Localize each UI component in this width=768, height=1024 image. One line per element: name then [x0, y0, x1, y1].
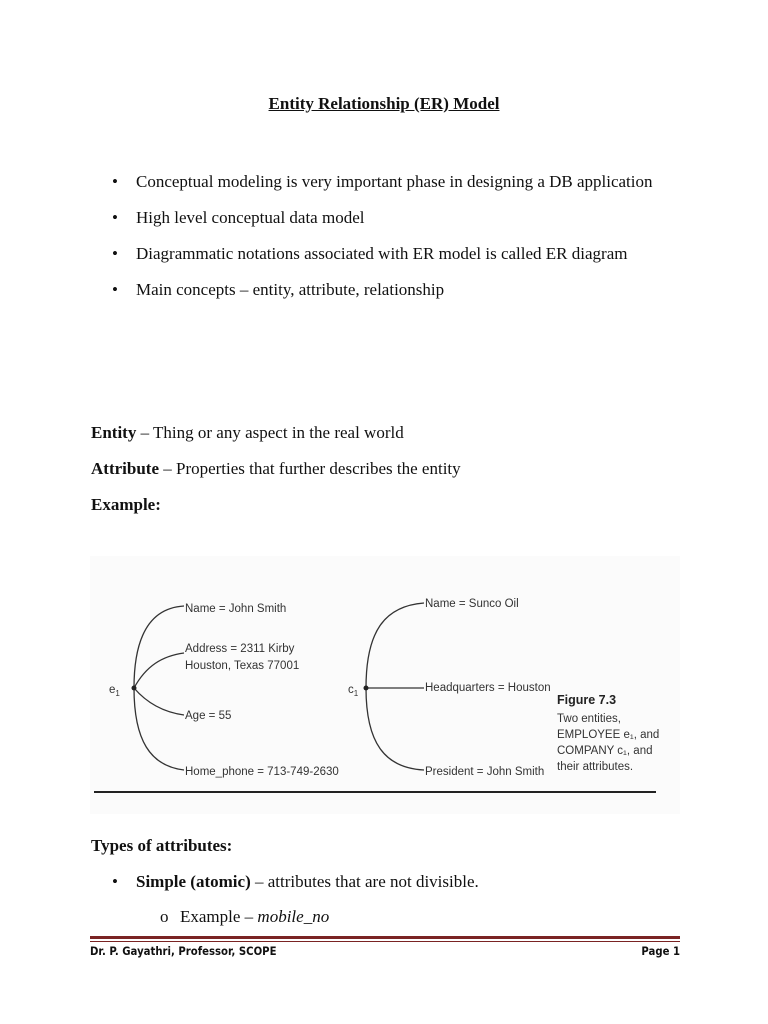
- bullet-item: • Main concepts – entity, attribute, relationship: [112, 272, 678, 308]
- bullet-dot-icon: •: [112, 872, 118, 891]
- figure-caption-line: EMPLOYEE e₁, and: [557, 729, 660, 741]
- entity-text: – Thing or any aspect in the real world: [136, 423, 404, 442]
- simple-attribute-term: Simple (atomic): [136, 872, 251, 891]
- example-label: Example:: [91, 495, 161, 514]
- company-branch-name: [366, 603, 424, 688]
- simple-attribute-bullet: [112, 872, 479, 892]
- company-node-label: $c_1$: [348, 684, 359, 698]
- example-prefix: Example –: [180, 907, 258, 926]
- employee-attr-age: Age = 55: [185, 710, 232, 722]
- company-attr-president: President = John Smith: [425, 766, 545, 778]
- employee-attr-name: Name = John Smith: [185, 603, 287, 615]
- employee-branches: [134, 606, 184, 770]
- page-title: Entity Relationship (ER) Model: [268, 94, 500, 113]
- attribute-term: Attribute: [91, 459, 159, 478]
- footer-rule-thin: [90, 941, 680, 942]
- attribute-text: – Properties that further describes the entity: [158, 459, 461, 478]
- employee-attr-phone: Home_phone = 713-749-2630: [185, 766, 339, 778]
- company-node-dot: [364, 686, 369, 691]
- employee-attr-address-2: Houston, Texas 77001: [185, 660, 300, 672]
- employee-node-label: $e_1$: [109, 684, 120, 698]
- entity-definition: [91, 422, 404, 444]
- hollow-bullet-icon: o: [160, 907, 169, 926]
- company-branches: [366, 603, 424, 770]
- bullet-item: • High level conceptual data model: [112, 200, 678, 236]
- company-attr-headquarters: Headquarters = Houston: [425, 682, 551, 694]
- employee-attr-address-1: Address = 2311 Kirby: [185, 643, 295, 655]
- attribute-definition: [91, 458, 461, 480]
- company-branch-president: [366, 688, 424, 770]
- bullet-item: • Conceptual modeling is very important phase in designing a DB application: [112, 164, 678, 200]
- types-of-attributes-heading: Types of attributes:: [91, 836, 233, 855]
- footer-rule-thick: [90, 936, 680, 939]
- footer-author: Dr. P. Gayathri, Professor, SCOPE: [90, 944, 277, 958]
- employee-node-dot: [132, 686, 137, 691]
- er-figure-svg: [90, 556, 680, 814]
- example-value: mobile_no: [257, 907, 330, 926]
- entity-term: Entity: [91, 423, 137, 442]
- intro-bullet-list: [112, 164, 678, 308]
- er-example-figure: [90, 556, 680, 814]
- footer-page-number: Page 1: [641, 944, 680, 958]
- company-attr-name: Name = Sunco Oil: [425, 598, 519, 610]
- employee-branch-address: [134, 653, 184, 688]
- figure-caption-line: their attributes.: [557, 761, 634, 773]
- example-heading: [91, 494, 161, 516]
- simple-attribute-text: – attributes that are not divisible.: [250, 872, 479, 891]
- simple-attribute-example: [160, 907, 329, 927]
- bullet-item: • Diagrammatic notations associated with ER model is called ER diagram: [112, 236, 678, 272]
- figure-caption-line: Two entities,: [557, 713, 621, 725]
- employee-branch-age: [134, 688, 184, 715]
- figure-caption-line: COMPANY c₁, and: [557, 745, 653, 757]
- figure-caption-title: Figure 7.3: [557, 693, 617, 707]
- employee-branch-phone: [134, 688, 184, 770]
